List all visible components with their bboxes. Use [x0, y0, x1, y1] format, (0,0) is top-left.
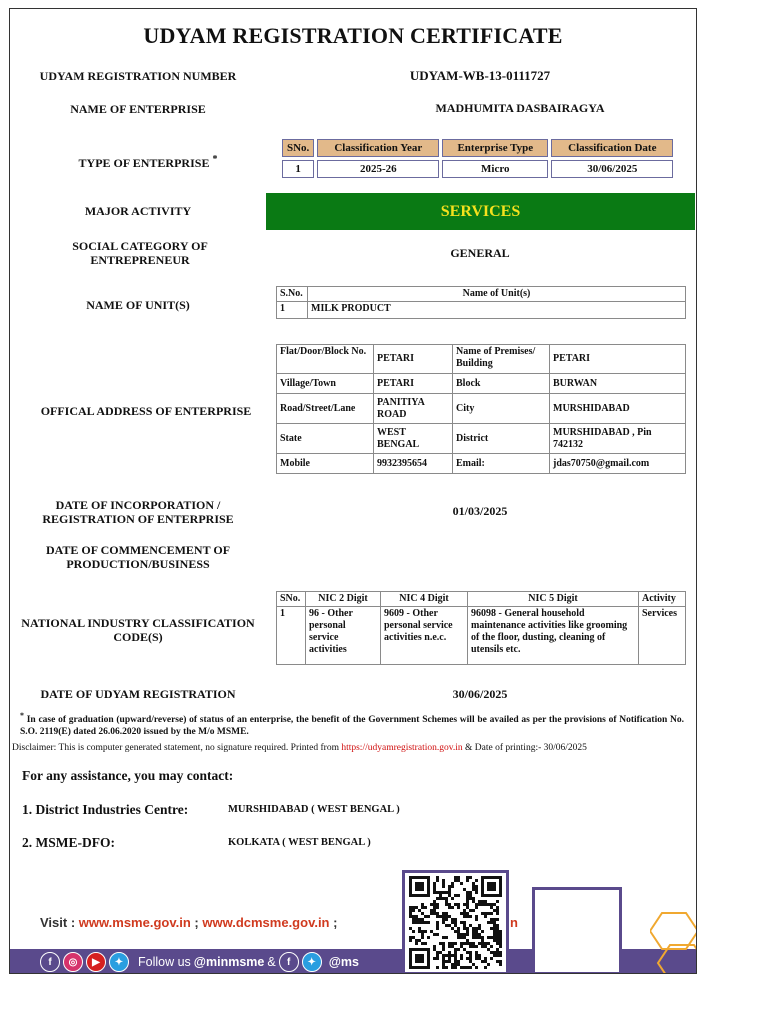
table-row — [277, 345, 686, 374]
units-header-name: Name of Unit(s) — [308, 287, 686, 302]
nic-cell-4: 9609 - Other personal service activities n.e.c. — [381, 607, 468, 665]
type-star: * — [212, 154, 218, 165]
addr-key: District — [453, 424, 550, 454]
disclaimer — [12, 743, 697, 753]
photo-frame — [532, 887, 622, 974]
enterprise-name-label: NAME OF ENTERPRISE — [70, 102, 206, 116]
qr-code-image — [405, 873, 506, 972]
visit-line — [40, 915, 337, 930]
reg-number-label: UDYAM REGISTRATION NUMBER — [39, 69, 237, 83]
visit-sep: ; — [194, 915, 199, 930]
handle: @minmsme — [193, 955, 265, 969]
addr-value: PANITIYA ROAD — [374, 394, 453, 424]
addr-key: State — [277, 424, 374, 454]
address-label: OFFICAL ADDRESS OF ENTERPRISE — [40, 404, 252, 418]
reg-number-value: UDYAM-WB-13-0111727 — [409, 68, 551, 83]
visit-prefix: Visit : — [40, 915, 76, 930]
visit-sep: ; — [333, 915, 338, 930]
nic-cell-activity: Services — [639, 607, 686, 665]
certificate-title: UDYAM REGISTRATION CERTIFICATE — [143, 23, 563, 48]
table-row — [282, 160, 673, 178]
addr-value: 9932395654 — [374, 454, 453, 474]
addr-value: WEST BENGAL — [374, 424, 453, 454]
cls-header-type: Enterprise Type — [442, 139, 548, 157]
udyam-date-label: DATE OF UDYAM REGISTRATION — [40, 687, 236, 701]
nic-header-activity: Activity — [639, 592, 686, 607]
enterprise-name-value: MADHUMITA DASBAIRAGYA — [435, 101, 605, 115]
table-row — [277, 454, 686, 474]
visit-tail: n — [510, 915, 518, 930]
msme-link[interactable]: www.msme.gov.in — [78, 915, 191, 930]
nic-label: NATIONAL INDUSTRY CLASSIFICATION CODE(S) — [21, 616, 255, 644]
nic-cell-5: 96098 - General household maintenance activities like grooming of the floor, dusting, cleaning of utensils etc. — [468, 607, 639, 665]
dcmsme-link[interactable]: www.dcmsme.gov.in — [202, 915, 330, 930]
nic-table — [276, 591, 686, 665]
cls-cell-type: Micro — [442, 160, 548, 178]
commencement-label: DATE OF COMMENCEMENT OF PRODUCTION/BUSINESS — [45, 543, 231, 571]
addr-value: jdas70750@gmail.com — [550, 454, 686, 474]
graduation-note — [20, 710, 684, 738]
cls-cell-year: 2025-26 — [317, 160, 439, 178]
cls-cell-sno: 1 — [282, 160, 314, 178]
address-table — [276, 344, 686, 474]
table-row — [277, 592, 686, 607]
addr-value: PETARI — [374, 345, 453, 374]
disclaimer-link[interactable]: https://udyamregistration.gov.in — [341, 743, 463, 753]
dic-label: 1. District Industries Centre: — [22, 802, 189, 817]
social-label: SOCIAL CATEGORY OF ENTREPRENEUR — [72, 239, 208, 267]
addr-key: Village/Town — [277, 374, 374, 394]
addr-value: MURSHIDABAD , Pin 742132 — [550, 424, 686, 454]
hexagon-decoration-icon — [650, 909, 697, 974]
nic-header-4: NIC 4 Digit — [381, 592, 468, 607]
nic-header-sno: SNo. — [277, 592, 306, 607]
type-label-text: TYPE OF ENTERPRISE — [78, 156, 210, 170]
addr-key: Name of Premises/ Building — [453, 345, 550, 374]
disclaimer-prefix: Disclaimer: This is computer generated statement, no signature required. Printed from — [12, 743, 342, 753]
table-row — [277, 287, 686, 302]
table-row — [282, 139, 673, 157]
udyam-date-value: 30/06/2025 — [452, 687, 508, 701]
incorporation-value: 01/03/2025 — [452, 504, 508, 518]
instagram-icon[interactable]: ◎ — [63, 952, 83, 972]
addr-key: City — [453, 394, 550, 424]
activity-banner: SERVICES — [266, 193, 695, 230]
twitter-icon[interactable]: ✦ — [109, 952, 129, 972]
cls-cell-date: 30/06/2025 — [551, 160, 673, 178]
addr-value: BURWAN — [550, 374, 686, 394]
units-cell-sno: 1 — [277, 302, 308, 319]
qr-code — [402, 870, 509, 974]
units-table — [276, 286, 686, 319]
twitter-icon[interactable]: ✦ — [302, 952, 322, 972]
social-value: GENERAL — [450, 246, 510, 260]
classification-table — [279, 136, 676, 181]
youtube-icon[interactable]: ▶ — [86, 952, 106, 972]
nic-header-2: NIC 2 Digit — [306, 592, 381, 607]
addr-value: PETARI — [374, 374, 453, 394]
disclaimer-suffix: & Date of printing:- 30/06/2025 — [462, 743, 587, 753]
handle-2: @ms — [328, 955, 359, 969]
table-row — [277, 394, 686, 424]
dfo-label: 2. MSME-DFO: — [22, 835, 115, 850]
note-text: In case of graduation (upward/reverse) of status of an enterprise, the benefit of the Government Schemes will be availed as per the provisions of Notification No. S.O. 2119(E) dated 26.06.2020 issued by the M/o MSME. — [20, 715, 685, 738]
activity-label: MAJOR ACTIVITY — [84, 204, 192, 218]
addr-key: Block — [453, 374, 550, 394]
addr-key: Email: — [453, 454, 550, 474]
addr-key: Mobile — [277, 454, 374, 474]
nic-cell-sno: 1 — [277, 607, 306, 665]
follow-text: Follow us — [138, 955, 191, 969]
table-row — [277, 302, 686, 319]
table-row — [277, 607, 686, 665]
facebook-icon[interactable]: f — [279, 952, 299, 972]
assistance-heading: For any assistance, you may contact: — [22, 768, 234, 783]
cls-header-year: Classification Year — [317, 139, 439, 157]
follow-line — [40, 949, 359, 974]
addr-key: Flat/Door/Block No. — [277, 345, 374, 374]
nic-cell-2: 96 - Other personal service activities — [306, 607, 381, 665]
table-row — [277, 424, 686, 454]
units-header-sno: S.No. — [277, 287, 308, 302]
follow-amp: & — [267, 955, 276, 969]
cls-header-sno: SNo. — [282, 139, 314, 157]
nic-header-5: NIC 5 Digit — [468, 592, 639, 607]
dfo-value: KOLKATA ( WEST BENGAL ) — [228, 837, 371, 848]
type-label — [18, 153, 278, 170]
units-label: NAME OF UNIT(S) — [86, 298, 190, 312]
dic-value: MURSHIDABAD ( WEST BENGAL ) — [228, 804, 400, 815]
table-row — [277, 374, 686, 394]
cls-header-date: Classification Date — [551, 139, 673, 157]
note-star: * — [20, 711, 24, 720]
units-cell-name: MILK PRODUCT — [308, 302, 686, 319]
incorporation-label: DATE OF INCORPORATION / REGISTRATION OF ENTERPRISE — [42, 498, 234, 526]
certificate-page — [9, 8, 697, 974]
addr-value: PETARI — [550, 345, 686, 374]
addr-value: MURSHIDABAD — [550, 394, 686, 424]
facebook-icon[interactable]: f — [40, 952, 60, 972]
addr-key: Road/Street/Lane — [277, 394, 374, 424]
